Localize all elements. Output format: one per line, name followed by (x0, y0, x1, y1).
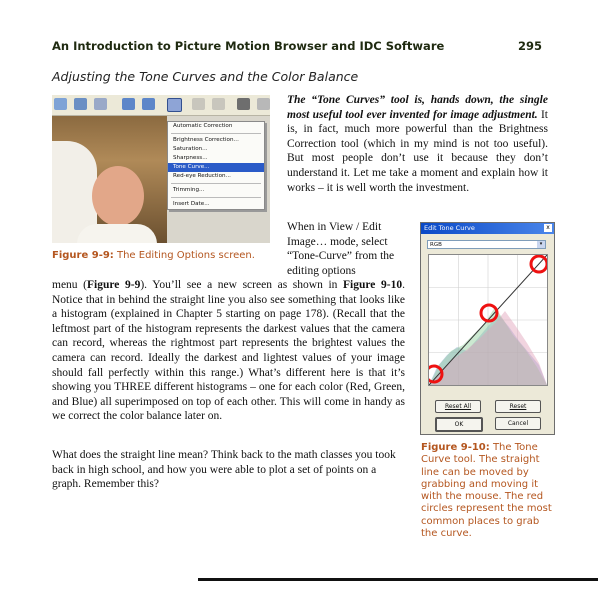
face (92, 166, 144, 226)
running-header (52, 39, 542, 53)
paragraph-straight-line: What does the straight line mean? Think back to the math classes you took back in high school, and how you were able to plot a set of points on a graph. Remember this? (52, 449, 396, 491)
menu-item-tone-curve[interactable]: Tone Curve... (168, 163, 264, 172)
intro-emphasis: The “Tone Curves” tool is, hands down, the single most useful tool ever invented for image adjustment. (287, 94, 548, 121)
undo-icon (192, 98, 205, 110)
ref-figure-9-10: Figure 9-10 (343, 279, 403, 291)
dialog-title: Edit Tone Curve (424, 224, 475, 232)
menu-item-automatic-correction[interactable]: Automatic Correction (173, 123, 233, 129)
figure-9-10-caption (421, 442, 556, 540)
chevron-down-icon[interactable]: ▾ (537, 241, 545, 248)
menu-separator (171, 133, 261, 134)
figure-9-9-caption (52, 250, 255, 261)
paragraph-tone-curves-intro (287, 93, 548, 195)
paragraph-select-tone-curve: When in View / Edit Image… mode, select “Tone-Curve” from the editing options (287, 221, 395, 277)
reset-all-button[interactable]: Reset All (435, 400, 481, 413)
caption-text: The Editing Options screen. (113, 250, 255, 261)
dress (77, 224, 157, 243)
ref-figure-9-9: Figure 9-9 (87, 279, 141, 291)
dialog-titlebar (421, 223, 554, 234)
menu-item-sharpness[interactable]: Sharpness... (173, 155, 208, 161)
page-number: 295 (517, 39, 542, 53)
menu-item-brightness-correction[interactable]: Brightness Correction... (173, 137, 239, 143)
figure-9-9-screenshot (52, 95, 270, 243)
paragraph-histogram (52, 278, 405, 424)
editing-options-menu (167, 121, 265, 210)
channel-value: RGB (430, 242, 442, 248)
text-run: . Notice that in behind the straight line you also see something that looks like a histogram (explained in Chapter 5 starting on page 178). (Recall that the leftmost part of the histogram represents the darkest values that the camera can record, whereas the rightmost part represents the brightest values the camera can record. Ideally the darkest and lightest values of your image should fall perfectly within this range.) What’s different here is that it’s showing you THREE different histograms – one for each color (Red, Green, and Blue) all superimposed on top of each other. This will come in handy as we correct the color balance later on. (52, 279, 405, 423)
image-toolbar (52, 95, 270, 116)
header-title: An Introduction to Picture Motion Browser and IDC Software (52, 39, 445, 53)
menu-item-insert-date[interactable]: Insert Date... (173, 201, 210, 207)
footer-rule (198, 578, 598, 581)
edit-icon (167, 98, 182, 112)
settings-icon (94, 98, 107, 110)
ok-button[interactable]: OK (435, 417, 483, 432)
text-run: menu ( (52, 279, 88, 291)
fit-icon (74, 98, 87, 110)
caption-text: The Tone Curve tool. The straight line can be moved by grabbing and moving it with the mouse. The red circles represent the most common places to grab the curve. (421, 442, 552, 540)
menu-item-trimming[interactable]: Trimming... (173, 187, 205, 193)
redo-icon (212, 98, 225, 110)
tone-curve-svg (429, 255, 547, 385)
rotate-left-icon (122, 98, 135, 110)
caption-label: Figure 9-10: (421, 442, 490, 453)
zoom-icon (54, 98, 67, 110)
menu-separator (171, 197, 261, 198)
channel-select[interactable] (427, 240, 546, 249)
caption-label: Figure 9-9: (52, 250, 114, 261)
cancel-button[interactable]: Cancel (495, 417, 541, 430)
tone-curve-graph[interactable] (428, 254, 548, 386)
menu-item-saturation[interactable]: Saturation... (173, 146, 208, 152)
bride-photo (52, 116, 167, 243)
intro-body: It is, in fact, much more powerful than the Brightness Correction tool (which in my mind is not too useful). But most people don’t use it because they don’t understand it. Let me take a moment and explain how it works – it is well worth the investment. (287, 108, 548, 194)
more-icon (257, 98, 270, 110)
edit-tone-curve-dialog (420, 222, 555, 435)
text-run: ). You’ll see a new screen as shown in (140, 279, 344, 291)
print-icon (237, 98, 250, 110)
section-title: Adjusting the Tone Curves and the Color Balance (52, 69, 359, 84)
rotate-right-icon (142, 98, 155, 110)
menu-item-red-eye-reduction[interactable]: Red-eye Reduction... (173, 173, 231, 179)
close-icon[interactable]: x (544, 224, 552, 232)
reset-button[interactable]: Reset (495, 400, 541, 413)
menu-separator (171, 183, 261, 184)
